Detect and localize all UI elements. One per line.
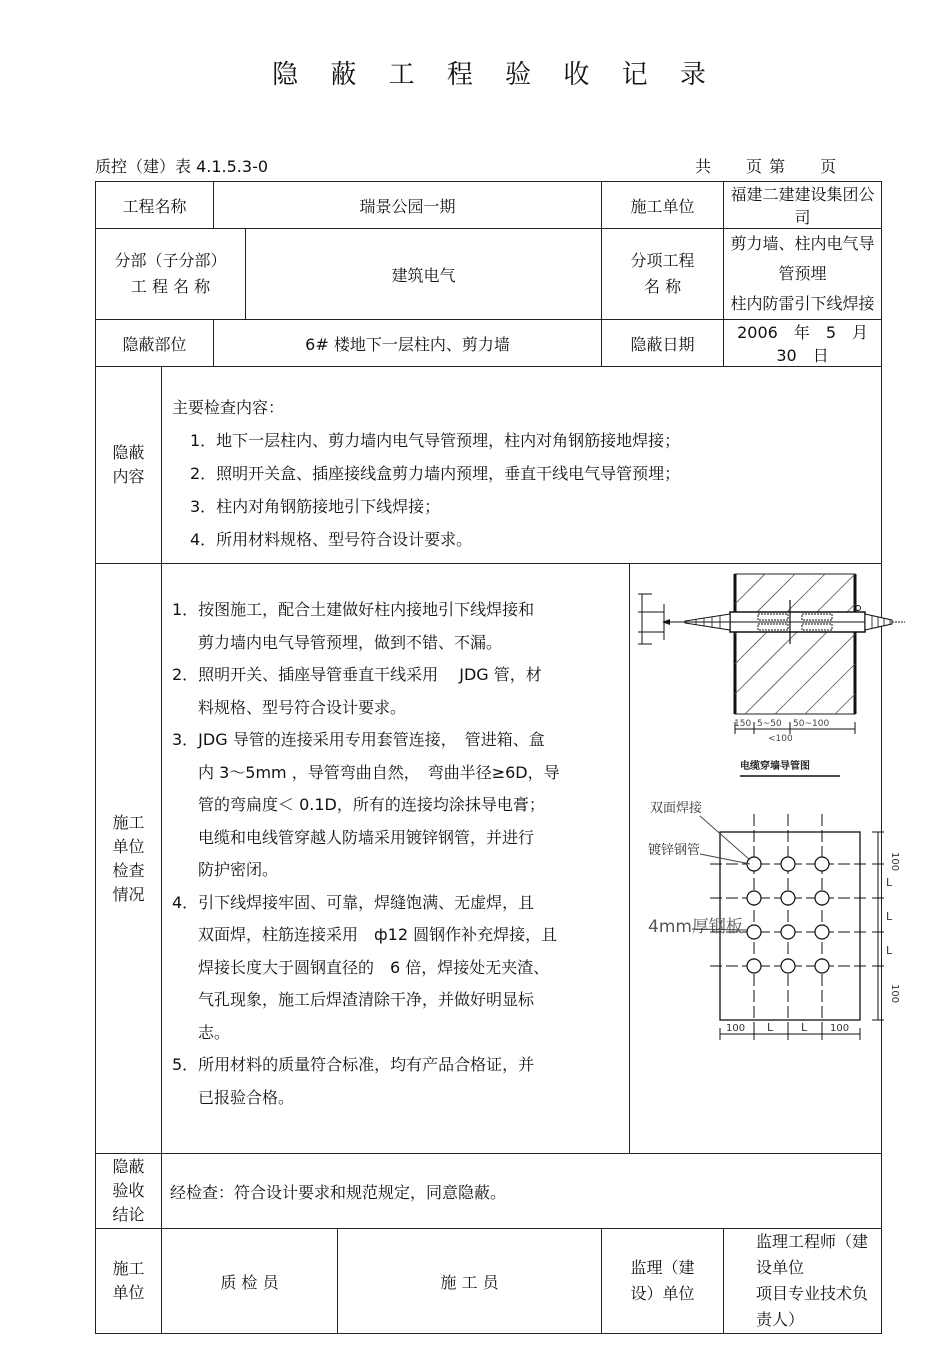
hidden-content-item: 1．地下一层柱内、剪力墙内电气导管预埋，柱内对角钢筋接地焊接； xyxy=(190,431,681,450)
hidden-content-cell xyxy=(162,367,882,564)
plate-hole xyxy=(815,959,829,973)
record-table xyxy=(95,181,901,1334)
label-hidden-content: 隐蔽 内容 xyxy=(96,367,162,564)
plate-hole xyxy=(747,925,761,939)
plate-hole xyxy=(781,857,795,871)
inspection-line: 剪力墙内电气导管预埋，做到不错、不漏。 xyxy=(198,632,503,652)
hidden-date: 2006 年 5 月 30 日 xyxy=(724,320,882,367)
inspection-line: 防护密闭。 xyxy=(198,860,279,879)
page-info: 共 页 第 页 xyxy=(695,157,838,176)
wall-section xyxy=(735,574,855,714)
quality-inspector: 质 检 员 xyxy=(162,1229,338,1334)
label-contractor: 施工单位 xyxy=(602,182,724,229)
bottom-dim-100-right: 100 xyxy=(830,1023,850,1034)
conduit-diagram-caption: 电缆穿墙导管图 xyxy=(740,761,811,772)
item-name: 剪力墙、柱内电气导管预埋 柱内防雷引下线焊接 xyxy=(724,229,882,320)
dim-50-100: 50~100 xyxy=(793,719,830,729)
project-name: 瑞景公园一期 xyxy=(214,182,602,229)
contractor-name: 福建二建建设集团公司 xyxy=(724,182,882,229)
plate-hole xyxy=(781,891,795,905)
label-inspection: 施工 单位 检查 情况 xyxy=(96,564,162,1154)
dim-lt100: <100 xyxy=(768,734,793,744)
bottom-dim-L: L xyxy=(801,1021,808,1034)
hidden-content-item: 4．所用材料规格、型号符合设计要求。 xyxy=(190,530,473,549)
inspection-line: 3．JDG 导管的连接采用专用套管连接， 管进箱、盒 xyxy=(172,730,545,749)
right-dimension xyxy=(872,832,884,1020)
label-double-weld: 双面焊接 xyxy=(650,801,703,816)
conduit-wall-diagram xyxy=(630,564,905,794)
inspection-lines xyxy=(162,564,629,1134)
inspection-line: 电缆和电线管穿越人防墙采用镀锌钢管，并进行 xyxy=(198,827,535,847)
label-steel-plate: 4mm厚钢板 xyxy=(648,917,743,937)
label-conclusion: 隐蔽 验收 结论 xyxy=(96,1154,162,1229)
right-dim-L: L xyxy=(886,910,893,923)
label-project-name: 工程名称 xyxy=(96,182,214,229)
hidden-content-item: 2．照明开关盒、插座接线盒剪力墙内预埋，垂直干线电气导管预埋； xyxy=(190,464,681,483)
label-hidden-location: 隐蔽部位 xyxy=(96,320,214,367)
inspection-text-cell xyxy=(162,564,630,1154)
supervision-unit: 监理（建 设）单位 xyxy=(602,1229,724,1334)
inspection-line: 志。 xyxy=(198,1022,231,1042)
inspection-line: 双面焊，柱筋连接采用 ф12 圆钢作补充焊接，且 xyxy=(198,925,558,944)
steel-plate-diagram xyxy=(630,794,905,1094)
construction-worker: 施 工 员 xyxy=(338,1229,602,1334)
bottom-dimension xyxy=(734,719,855,744)
supervising-engineer: 监理工程师（建设单位 项目专业技术负责人） xyxy=(724,1229,882,1334)
part-name: 建筑电气 xyxy=(246,229,602,320)
dim-5-50: 5~50 xyxy=(757,719,782,729)
label-construction-unit: 施工 单位 xyxy=(96,1229,162,1334)
plate-hole xyxy=(747,959,761,973)
diagram-cell xyxy=(630,564,901,1154)
document-title: 隐 蔽 工 程 验 收 记 录 xyxy=(272,60,718,90)
plate-hole xyxy=(747,891,761,905)
label-hidden-date: 隐蔽日期 xyxy=(602,320,724,367)
form-code: 质控（建）表 4.1.5.3-0 xyxy=(95,157,269,176)
hidden-location: 6# 楼地下一层柱内、剪力墙 xyxy=(214,320,602,367)
bottom-dim-L: L xyxy=(767,1021,774,1034)
inspection-line: 气孔现象，施工后焊渣清除干净，并做好明显标 xyxy=(198,990,535,1009)
plate-hole xyxy=(781,925,795,939)
label-galvanized-pipe: 镀锌钢管 xyxy=(648,843,701,858)
hidden-content-item: 3．柱内对角钢筋接地引下线焊接； xyxy=(190,497,441,516)
inspection-line: 已报验合格。 xyxy=(198,1087,295,1107)
hidden-content-heading: 主要检查内容： xyxy=(172,398,285,417)
inspection-line: 4．引下线焊接牢固、可靠，焊缝饱满、无虚焊，且 xyxy=(172,892,535,912)
right-dim-100-bottom: 100 xyxy=(889,984,901,1004)
inspection-line: 焊接长度大于圆钢直径的 6 倍，焊接处无夹渣、 xyxy=(198,957,550,977)
inspection-line: 1．按图施工，配合土建做好柱内接地引下线焊接和 xyxy=(172,600,535,619)
plate-hole xyxy=(815,857,829,871)
inspection-line: 管的弯扁度＜ 0.1D，所有的连接均涂抹导电膏； xyxy=(198,795,545,814)
plate-hole xyxy=(781,959,795,973)
bottom-dim-100-left: 100 xyxy=(726,1023,746,1034)
left-dimension-marks xyxy=(638,594,664,644)
leader-lines xyxy=(692,816,750,930)
plate-hole xyxy=(815,925,829,939)
right-dim-L: L xyxy=(886,944,893,957)
right-dim-L: L xyxy=(886,876,893,889)
label-part-name: 分部（子分部） 工 程 名 称 xyxy=(96,229,246,320)
inspection-line: 料规格、型号符合设计要求。 xyxy=(198,697,407,717)
inspection-line: 5．所用材料的质量符合标准，均有产品合格证，并 xyxy=(172,1055,535,1074)
right-dim-100-top: 100 xyxy=(889,852,901,872)
inspection-line: 内 3～5mm ，导管弯曲自然， 弯曲半径≥6D，导 xyxy=(198,762,560,782)
plate-hole xyxy=(815,891,829,905)
dim-150: 150 xyxy=(734,719,752,729)
inspection-line: 2．照明开关、插座导管垂直干线采用 JDG 管，材 xyxy=(172,665,542,684)
conclusion-text: 经检查：符合设计要求和规范规定，同意隐蔽。 xyxy=(162,1154,882,1229)
label-item-name: 分项工程 名 称 xyxy=(602,229,724,320)
